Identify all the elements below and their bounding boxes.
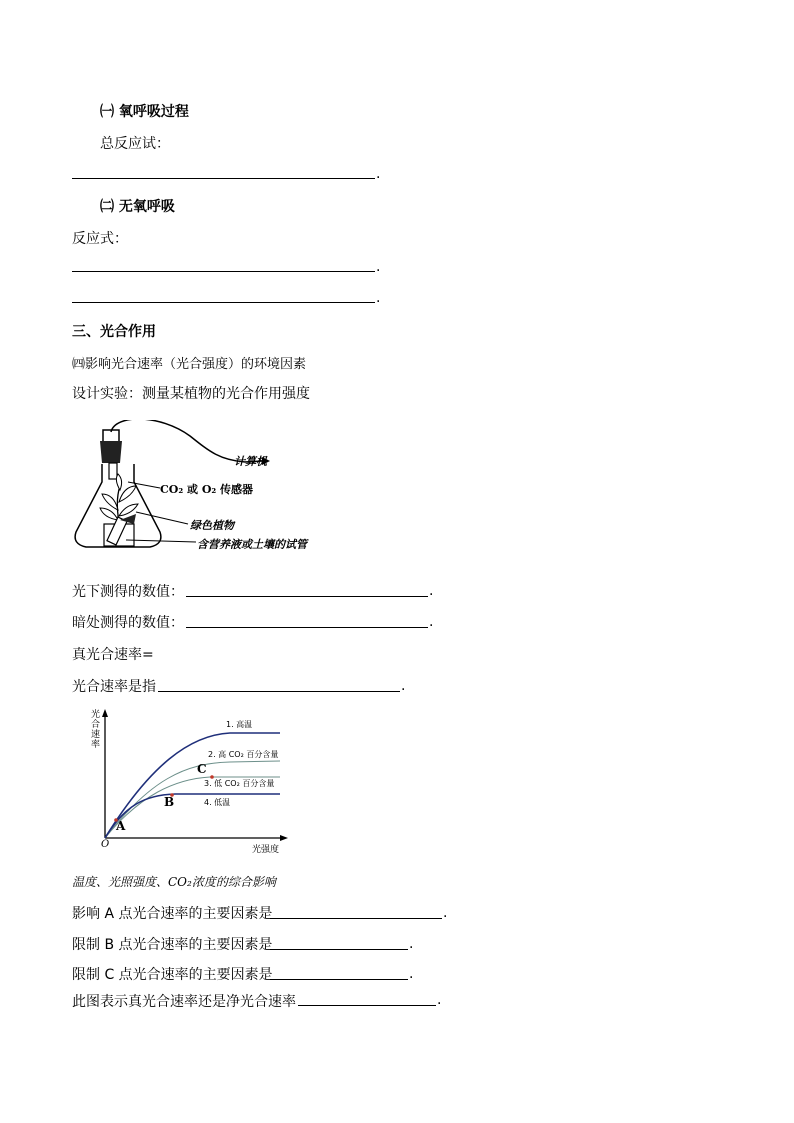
- sensor-label: CO₂ 或 O₂ 传感器: [160, 483, 254, 496]
- total-reaction-label: 总反应试：: [100, 136, 170, 152]
- answer-line: [270, 979, 408, 980]
- question-rate-type: 此图表示真光合速率还是净光合速率: [72, 994, 296, 1010]
- answer-line: [72, 302, 375, 303]
- reaction-formula-label: 反应式：: [72, 231, 128, 247]
- plant-label: 绿色植物: [190, 519, 234, 532]
- section-heading-anaerobic: ㈡ 无氧呼吸: [100, 199, 175, 215]
- chart-y-label: 光合速率: [91, 710, 101, 750]
- answer-line: [72, 271, 375, 272]
- answer-line: [158, 691, 400, 692]
- light-measurement-label: 光下测得的数值：: [72, 584, 184, 600]
- computer-label: 计算机: [234, 455, 267, 468]
- question-point-b: 限制 B 点光合速率的主要因素是: [72, 937, 273, 953]
- answer-line: [186, 627, 428, 628]
- chart-origin-label: O: [101, 839, 110, 850]
- legend-series-3: 3. 低 CO₂ 百分含量: [204, 779, 275, 788]
- section-heading-photosynthesis: 三、光合作用: [72, 324, 156, 340]
- tube-label: 含营养液或土壤的试管: [197, 538, 307, 551]
- experiment-title: 设计实验：测量某植物的光合作用强度: [72, 386, 310, 402]
- legend-series-2: 2. 高 CO₂ 百分含量: [208, 750, 279, 759]
- question-point-a: 影响 A 点光合速率的主要因素是: [72, 906, 273, 922]
- true-rate-label: 真光合速率=: [72, 647, 154, 663]
- sub-heading: ㈣影响光合速率（光合强度）的环境因素: [72, 357, 307, 372]
- answer-line: [298, 1005, 436, 1006]
- section-heading-aerobic: ㈠ 氧呼吸过程: [100, 104, 189, 120]
- question-point-c: 限制 C 点光合速率的主要因素是: [72, 967, 273, 983]
- x-axis-arrow: [280, 835, 288, 841]
- chart-caption: 温度、光照强度、CO₂浓度的综合影响: [72, 875, 276, 889]
- answer-line: [186, 596, 428, 597]
- point-b-label: B: [164, 795, 175, 809]
- rate-definition-label: 光合速率是指: [72, 679, 156, 695]
- legend-series-4: 4. 低温: [204, 798, 231, 807]
- point-c-label: C: [197, 762, 207, 776]
- dark-measurement-label: 暗处测得的数值：: [72, 615, 184, 631]
- legend-series-1: 1. 高温: [226, 720, 253, 729]
- answer-line: [270, 949, 408, 950]
- point-a-label: A: [116, 819, 126, 833]
- answer-line: [270, 918, 442, 919]
- chart-x-label: 光强度: [252, 845, 280, 855]
- answer-line: [72, 178, 375, 179]
